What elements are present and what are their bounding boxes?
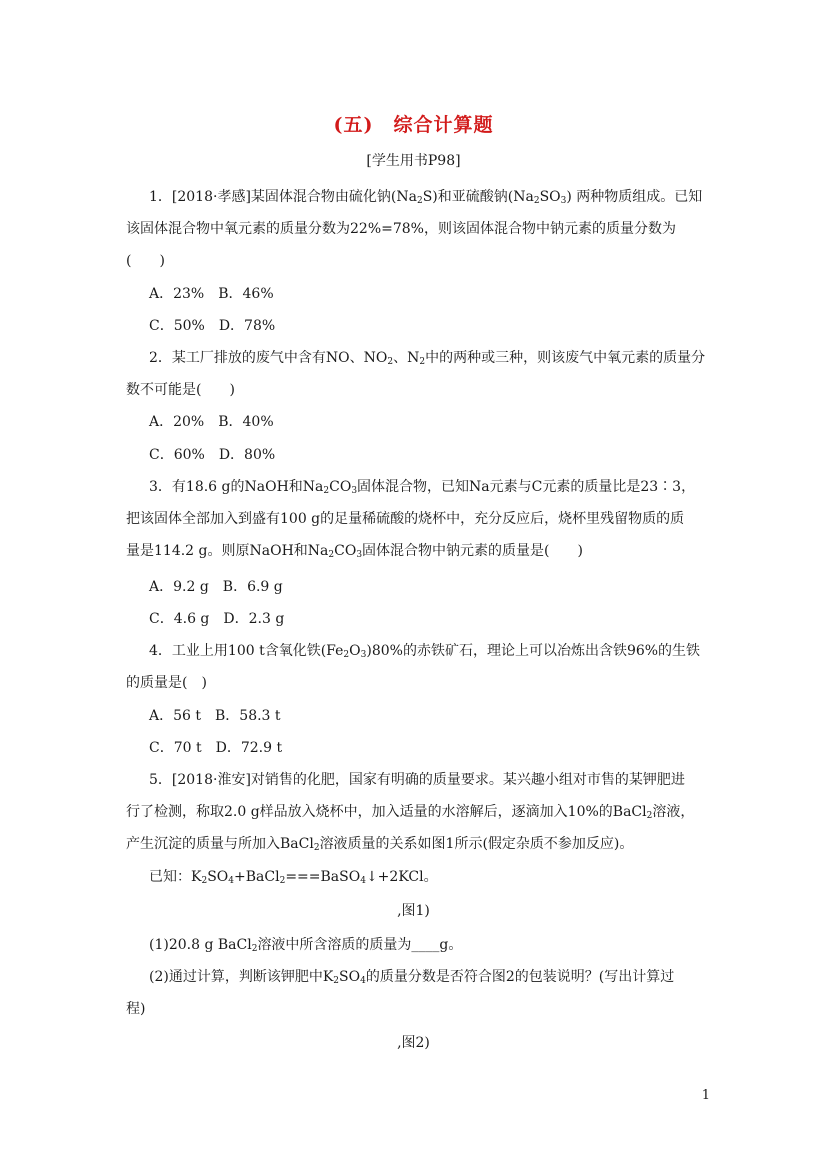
q1-line-1: 1．[2018·孝感]某固体混合物由硫化钠$(Na_2S)$和亚硫酸钠$(Na_2SO_3)$ 两种物质组成。已知 — [149, 189, 703, 206]
q2-line-1: 2．某工厂排放的废气中含有NO、$NO_2$、$N_2$中的两种或三种，则该废气中氧元素的质量分 — [149, 350, 706, 367]
q1-line-3: ( ) — [126, 253, 165, 269]
q2-options-cd: C．60% D．80% — [149, 447, 276, 463]
q3-options-cd: C．4.6 g D．2.3 g — [149, 611, 285, 627]
q3-line-1: 3．有18.6 g的NaOH和$Na_2CO_3$固体混合物，已知Na元素与C元素的质量比是23∶3， — [149, 479, 696, 496]
q2-line-2: 数不可能是( ) — [126, 382, 235, 398]
q3-line-2: 把该固体全部加入到盛有100 g的足量稀硫酸的烧杯中，充分反应后，烧杯里残留物质的质 — [126, 511, 685, 527]
q1-line-2: 该固体混合物中氧元素的质量分数为22%=78%，则该固体混合物中钠元素的质量分数为 — [126, 221, 676, 237]
section-title: (五) 综合计算题 — [333, 114, 494, 136]
q3-line-3: 量是114.2 g。则原NaOH和$Na_2CO_3$固体混合物中钠元素的质量是( ) — [126, 543, 583, 560]
q5-line-2: 行了检测，称取2.0 g样品放入烧杯中，加入适量的水溶解后，逐滴加入10%的BaCl$_2$溶液， — [126, 804, 695, 821]
page-number: 1 — [701, 1088, 710, 1103]
q4-line-1: 4．工业上用100 t含氧化铁$(Fe_2O_3)80\%$的赤铁矿石，理论上可以冶炼出含铁96%的生铁 — [149, 643, 701, 660]
q5-line-1: 5．[2018·淮安]对销售的化肥，国家有明确的质量要求。某兴趣小组对市售的某钾肥进 — [149, 772, 685, 788]
q5-known-equation: 已知：$K_2SO_4+BaCl_2===BaSO_4↓+2KCl$。 — [149, 869, 438, 886]
q4-options-cd: C．70 t D．72.9 t — [149, 740, 283, 756]
q1-options-ab: A．23% B．46% — [149, 286, 274, 302]
figure-1-caption: ,图1) — [397, 903, 430, 919]
q5-subquestion-2-cont: 程) — [126, 1001, 146, 1017]
figure-2-caption: ,图2) — [397, 1035, 430, 1051]
textbook-reference: [学生用书P98] — [366, 153, 461, 169]
q5-subquestion-2: (2)通过计算，判断该钾肥中$K_2SO_4$的质量分数是否符合图2的包装说明？(写出计算过 — [149, 969, 675, 986]
q4-line-2: 的质量是( ) — [126, 675, 207, 691]
q2-options-ab: A．20% B．40% — [149, 414, 274, 430]
q4-options-ab: A．56 t B．58.3 t — [149, 708, 281, 724]
q5-line-3: 产生沉淀的质量与所加入BaCl$_2$溶液质量的关系如图1所示(假定杂质不参加反应)。 — [126, 836, 634, 853]
q5-subquestion-1: (1)20.8 g BaCl$_2$溶液中所含溶质的质量为____g。 — [149, 937, 463, 954]
q1-options-cd: C．50% D．78% — [149, 318, 276, 334]
q3-options-ab: A．9.2 g B．6.9 g — [149, 579, 283, 595]
